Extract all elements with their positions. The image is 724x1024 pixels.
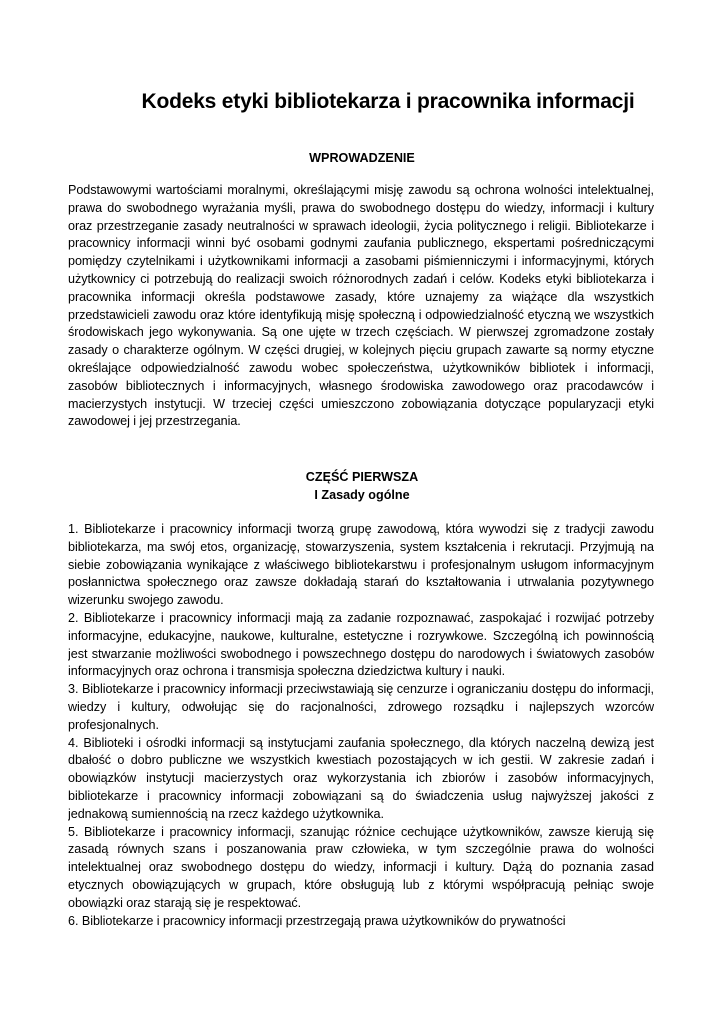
rules-list [68,521,654,971]
part-heading: CZĘŚĆ PIERWSZA [305,470,419,484]
intro-paragraph: Podstawowymi wartościami moralnymi, określającymi misję zawodu są ochrona wolności intelektualnej, prawa do swobodnego wyrażania myśli, prawa do swobodnego dostępu do wiedzy, informacji i kultury oraz przestrzeganie zasady neutralności w sprawach ideologii, życia politycznego i religii. Bibliotekarze i pracownicy informacji winni być osobami godnymi zaufania publicznego, ekspertami pośredniczącymi pomiędzy czytelnikami i użytkownikami informacji a zasobami piśmienniczymi i informacyjnymi, których użytkownicy ci potrzebują do realizacji swoich różnorodnych zadań i celów. Kodeks etyki bibliotekarza i pracownika informacji określa podstawowe zasady, które uznajemy za wiążące dla wszystkich przedstawicieli zawodu oraz które identyfikują misję społeczną i odpowiedzialność etyczną we wszystkich środowiskach jego wykonywania. Są one ujęte w trzech częściach. W pierwszej zgromadzone zostały zasady o charakterze ogólnym. W części drugiej, w kolejnych pięciu grupach zawarte są normy etyczne określające odpowiedzialność zawodu wobec społeczeństwa, użytkowników bibliotek i informacji, zasobów bibliotecznych i informacyjnych, własnego środowiska zawodowego oraz pracodawców i macierzystych instytucji. W trzeciej części umieszczono zobowiązania dotyczące popularyzacji etyki zawodowej i jej przestrzegania. [68,183,654,429]
rule-paragraph: 3. Bibliotekarze i pracownicy informacji przeciwstawiają się cenzurze i ograniczaniu dostępu do informacji, wiedzy i kultury, odwołując się do racjonalności, zdrowego rozsądku i najlepszych wzorców profesjonalnych. [68,682,654,732]
rule-paragraph: 6. Bibliotekarze i pracownicy informacji przestrzegają prawa użytkowników do prywatności [68,913,566,928]
document-title: Kodeks etyki bibliotekarza i pracownika informacji [141,90,635,113]
rule-paragraph: 1. Bibliotekarze i pracownicy informacji tworzą grupę zawodową, która wywodzi się z tradycji zawodu bibliotekarza, ma swój etos, organizację, stowarzyszenia, system kształcenia i rekrutacji. Przyjmują na siebie zobowiązania wynikające z właściwego bibliotekarstwu i profesjonalnym usługom informacyjnym posłannictwa społecznego oraz zawsze dokładają starań do kształtowania i utrwalania pozytywnego wizerunku swojego zawodu. [68,522,654,608]
intro-heading: WPROWADZENIE [309,151,415,165]
rule-paragraph: 2. Bibliotekarze i pracownicy informacji mają za zadanie rozpoznawać, zaspokajać i rozwijać potrzeby informacyjne, edukacyjne, naukowe, kulturalne, estetyczne i rozrywkowe. Szczególną ich powinnością jest stwarzanie możliwości swobodnego i powszechnego dostępu do narodowych i światowych zasobów informacyjnych oraz ochrona i transmisja społeczna dziedzictwa kultury i nauki. [68,610,654,679]
rule-paragraph: 4. Biblioteki i ośrodki informacji są instytucjami zaufania społecznego, dla których naczelną dewizą jest dbałość o dobro publiczne we wszystkich kwestiach pozostających w ich gestii. W zakresie zadań i obowiązków instytucji macierzystych oraz wykorzystania ich zbiorów i zasobów informacyjnych, bibliotekarze i pracownicy informacji zobowiązani są do świadczenia usług najwyższej jakości z jednakową sumiennością na rzecz każdego użytkownika. [68,735,654,821]
rule-paragraph: 5. Bibliotekarze i pracownicy informacji, szanując różnice cechujące użytkowników, zawsze kierują się zasadą równych szans i poszanowania praw człowieka, w tym szczególnie prawa do wolności intelektualnej oraz swobodnego dostępu do wiedzy, informacji i kultury. Dążą do poznania zasad etycznych obowiązujących w grupach, które obsługują lub z którymi współpracują pełniąc swoje obowiązki oraz starają się je respektować. [68,824,654,910]
chapter-heading: I Zasady ogólne [314,488,410,502]
